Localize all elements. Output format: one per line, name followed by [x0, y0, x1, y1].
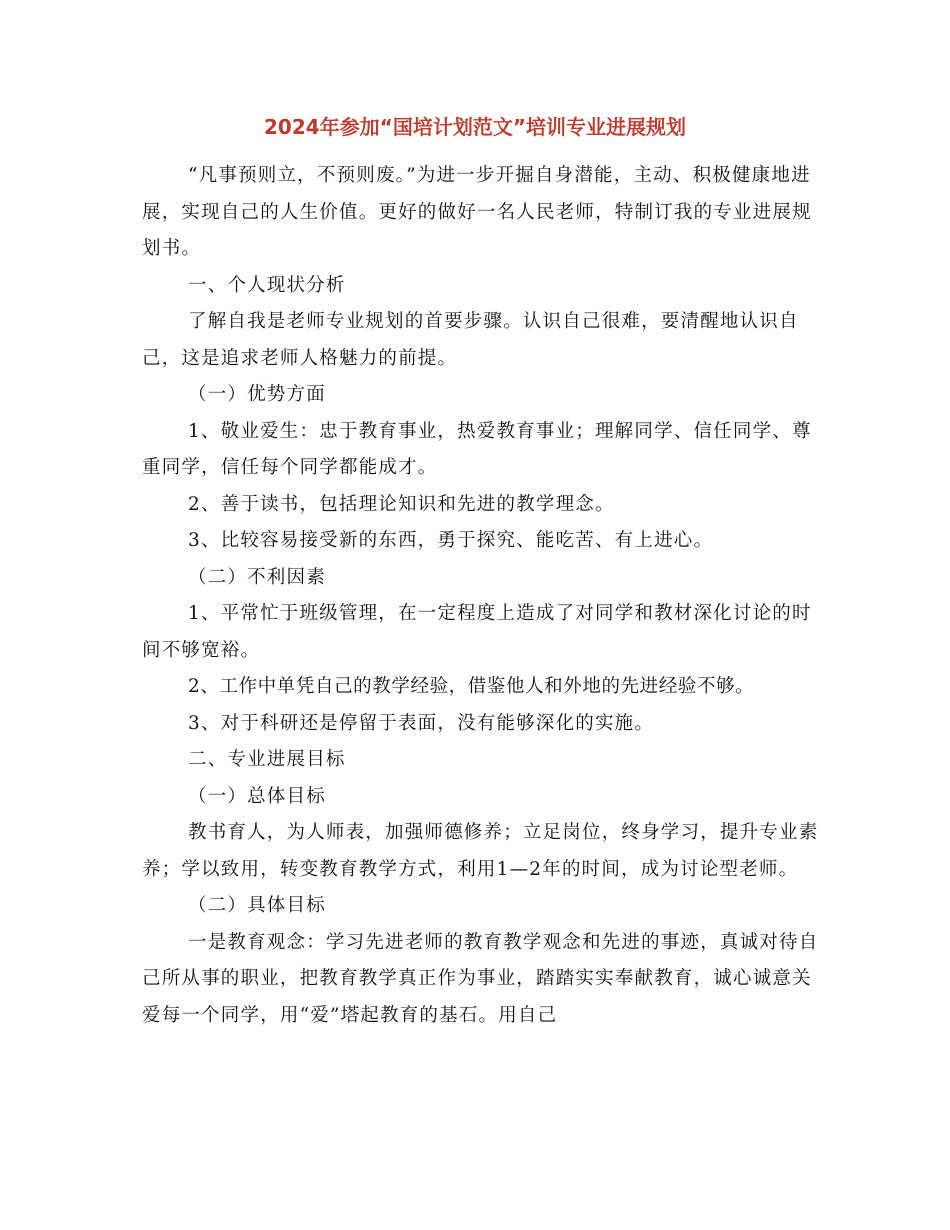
subheading-overall-goal: （一）总体目标	[188, 785, 326, 807]
subheading-specific-goals: （二）具体目标	[188, 895, 326, 916]
list-item-weakness-1: 1、平常忙于班级管理，在一定程度上造成了对同学和教材深化讨论的时间不够宽裕。	[142, 603, 812, 661]
paragraph-intro: “凡事预则立，不预则废。”为进一步开掘自身潜能，主动、积极健康地进展，实现自己的人生价值。更好的做好一名人民老师，特制订我的专业进展规划书。	[142, 165, 812, 259]
list-item-weakness-3: 3、对于科研还是停留于表面，没有能够深化的实施。	[188, 712, 655, 734]
list-item-weakness-2: 2、工作中单凭自己的教学经验，借鉴他人和外地的先进经验不够。	[188, 676, 755, 697]
document-title: 2024年参加“国培计划范文”培训专业进展规划	[264, 115, 686, 139]
paragraph-overall-goal: 教书育人，为人师表，加强师德修养；立足岗位，终身学习，提升专业素养；学以致用，转变教育教学方式，利用1—2年的时间，成为讨论型老师。	[142, 822, 819, 880]
heading-section-2: 二、专业进展目标	[188, 749, 346, 770]
paragraph-self-knowledge: 了解自我是老师专业规划的首要步骤。认识自己很难，要清醒地认识自己，这是追求老师人格魅力的前提。	[142, 311, 799, 369]
list-item-strength-1: 1、敬业爱生：忠于教育事业，热爱教育事业；理解同学、信任同学、尊重同学，信任每个同学都能成才。	[142, 420, 812, 478]
list-item-strength-2: 2、善于读书，包括理论知识和先进的教学理念。	[188, 493, 615, 515]
subheading-weaknesses: （二）不利因素	[188, 566, 326, 588]
document-body	[142, 158, 822, 1034]
heading-section-1: 一、个人现状分析	[188, 274, 346, 296]
subheading-strengths: （一）优势方面	[188, 384, 326, 405]
paragraph-education-concept: 一是教育观念：学习先进老师的教育教学观念和先进的事迹，真诚对待自己所从事的职业，把教育教学真正作为事业，踏踏实实奉献教育，诚心诚意关爱每一个同学，用“爱”塔起教育的基石。用自己	[142, 931, 819, 1026]
list-item-strength-3: 3、比较容易接受新的东西，勇于探究、能吃苦、有上进心。	[188, 530, 714, 551]
